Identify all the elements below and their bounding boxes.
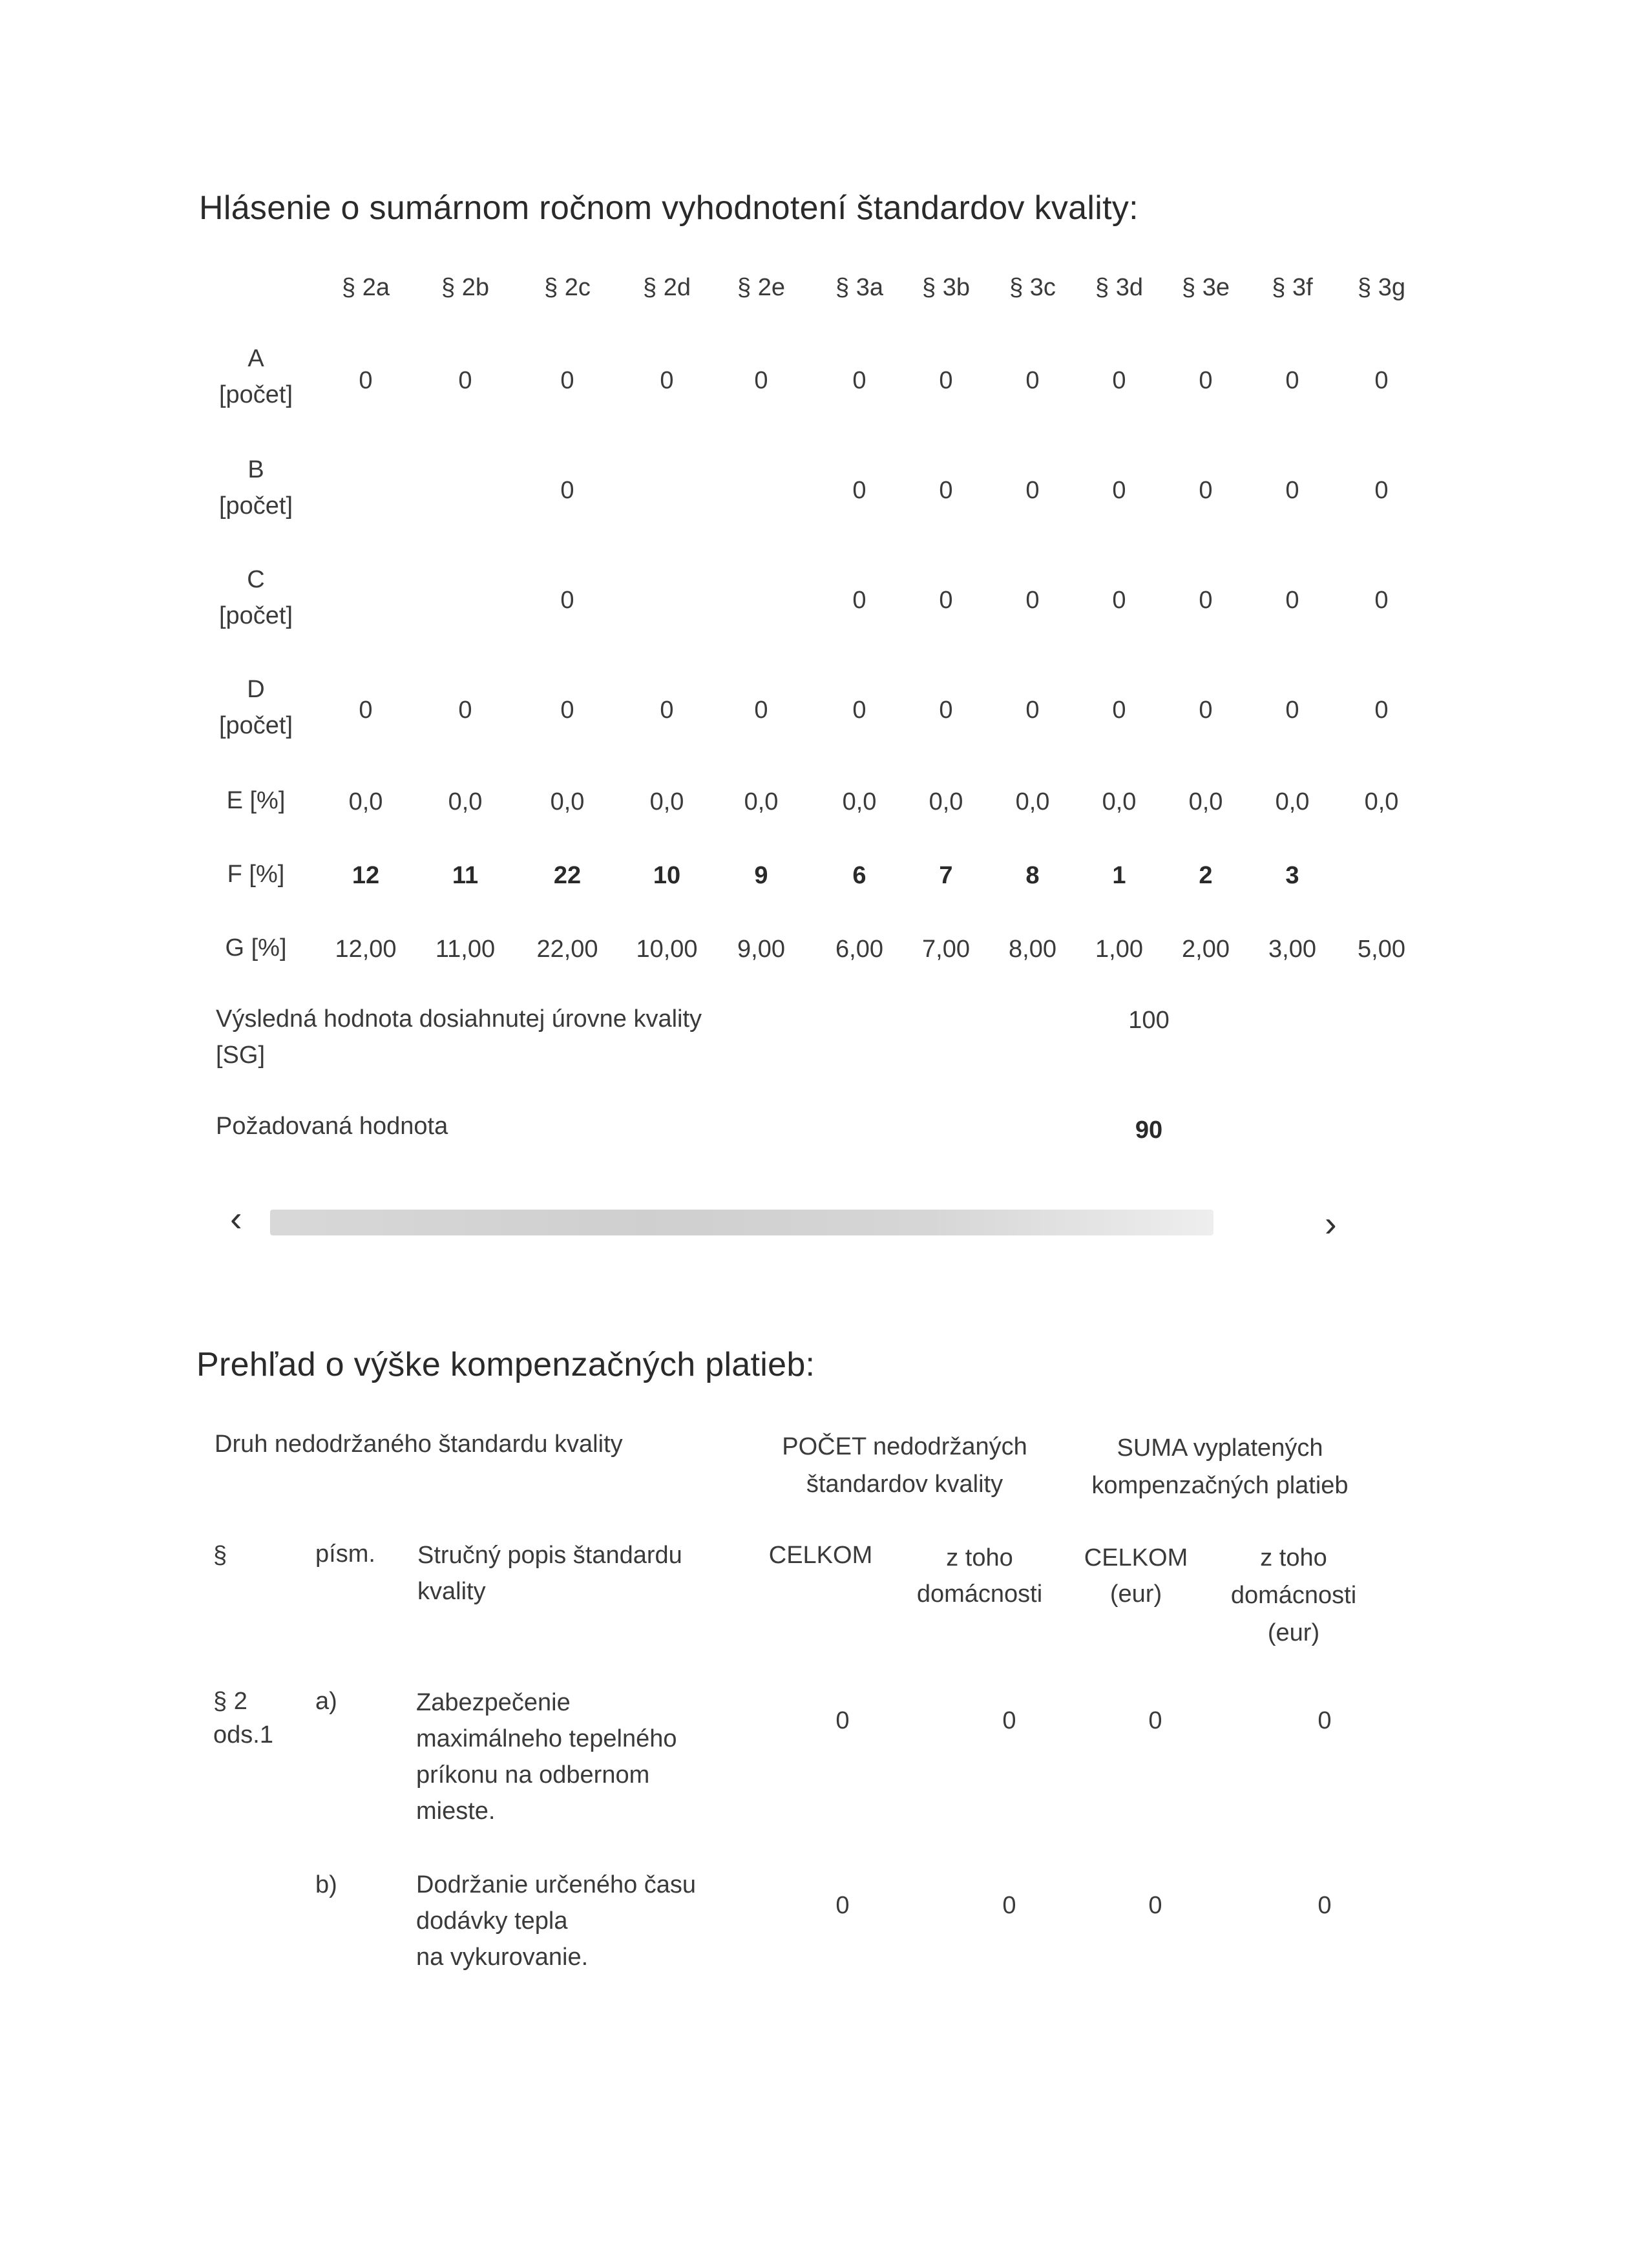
table-cell: 0 [458, 367, 472, 394]
table-cell: 11,00 [435, 936, 496, 963]
table-cell: 0 [754, 367, 768, 394]
table-cell: 1 [1112, 862, 1126, 889]
table-cell: 6,00 [835, 936, 883, 963]
table-cell: 0,0 [1015, 788, 1050, 815]
table-cell: 0 [1112, 587, 1126, 614]
report-table-viewport[interactable] [194, 258, 1405, 1195]
table-cell: 0 [1285, 697, 1299, 724]
header-standard-type: Druh nedodržaného štandardu kvality [215, 1431, 623, 1458]
table-cell: 0,0 [348, 788, 383, 815]
item-b-total-eur: 0 [1148, 1892, 1162, 1919]
table-cell: 0 [852, 697, 867, 724]
table-cell: 0 [1285, 367, 1299, 394]
column-header: § 2c [544, 274, 591, 301]
compensation-title: Prehľad o výške kompenzačných platieb: [196, 1346, 815, 1383]
table-cell: 0 [1199, 477, 1213, 504]
subheader-total: CELKOM [768, 1542, 873, 1569]
row-label-unit: [počet] [218, 381, 293, 408]
row-label-unit: [počet] [218, 492, 293, 520]
item-b-letter: b) [315, 1871, 337, 1898]
table-cell: 0 [1374, 587, 1389, 614]
table-cell: 0 [852, 367, 867, 394]
table-cell: 22,00 [536, 936, 598, 963]
subheader-total-eur: CELKOM [1084, 1544, 1188, 1571]
table-cell: 0 [1285, 587, 1299, 614]
row-label: E [%] [226, 787, 286, 814]
item-a-desc-4: mieste. [416, 1798, 496, 1825]
result-label-unit: [SG] [216, 1042, 266, 1069]
subheader-households-2: domácnosti [916, 1580, 1043, 1608]
table-cell: 0,0 [448, 788, 483, 815]
table-cell: 0 [1112, 367, 1126, 394]
table-cell: 2 [1199, 862, 1213, 889]
row-label: G [%] [225, 934, 287, 961]
table-cell: 0,0 [842, 788, 877, 815]
row-label-unit: [počet] [218, 602, 293, 629]
item-a-desc-2: maximálneho tepelného [416, 1725, 677, 1752]
scroll-left-button[interactable]: ‹ [230, 1198, 242, 1239]
header-sum-sub: kompenzačných platieb [1091, 1472, 1349, 1499]
required-value: 90 [1135, 1117, 1163, 1144]
table-cell: 0 [359, 367, 373, 394]
column-header: § 3f [1272, 274, 1313, 301]
column-header: § 3e [1182, 274, 1230, 301]
subheader-households-eur-2: domácnosti [1230, 1582, 1357, 1609]
horizontal-scrollbar[interactable] [270, 1210, 1213, 1235]
table-cell: 0 [754, 697, 768, 724]
table-cell: 0 [1025, 367, 1040, 394]
item-a-total-eur: 0 [1148, 1707, 1162, 1734]
header-count-sub: štandardov kvality [806, 1471, 1003, 1498]
table-cell: 0 [1025, 587, 1040, 614]
table-cell: 2,00 [1182, 936, 1230, 963]
table-cell: 0 [939, 367, 953, 394]
row-label: D [247, 676, 265, 703]
table-cell: 0 [1112, 697, 1126, 724]
table-cell: 0 [939, 697, 953, 724]
row-label: B [247, 456, 264, 483]
table-cell: 7,00 [922, 936, 970, 963]
table-cell: 0 [939, 587, 953, 614]
table-cell: 10 [653, 862, 681, 889]
table-cell: 9 [754, 862, 768, 889]
subheader-total-eur-2: (eur) [1109, 1580, 1162, 1608]
subheader-households-eur-3: (eur) [1267, 1619, 1320, 1646]
table-cell: 8 [1025, 862, 1040, 889]
table-cell: 0 [1199, 367, 1213, 394]
table-cell: 0 [1025, 697, 1040, 724]
row-label: F [%] [227, 861, 285, 888]
table-cell: 0 [1199, 587, 1213, 614]
table-cell: 22 [553, 862, 582, 889]
table-cell: 0 [660, 367, 674, 394]
item-a-desc-3: príkonu na odbernom [416, 1761, 650, 1789]
item-a-letter: a) [315, 1688, 337, 1715]
table-cell: 0 [1112, 477, 1126, 504]
column-header: § 2a [342, 274, 390, 301]
table-cell: 9,00 [737, 936, 785, 963]
table-cell: 0 [560, 367, 574, 394]
header-sum: SUMA vyplatených [1117, 1434, 1323, 1462]
table-cell: 7 [939, 862, 953, 889]
table-cell: 5,00 [1358, 936, 1405, 963]
table-cell: 0,0 [1364, 788, 1399, 815]
subheader-paragraph: § [213, 1542, 227, 1569]
table-cell: 0 [852, 477, 867, 504]
table-cell: 0 [1374, 697, 1389, 724]
row-label: C [247, 566, 265, 593]
column-header: § 3g [1358, 274, 1405, 301]
table-cell: 0,0 [929, 788, 963, 815]
item-a-households: 0 [1002, 1707, 1016, 1734]
table-cell: 0 [560, 697, 574, 724]
column-header: § 3a [835, 274, 883, 301]
table-cell: 3 [1285, 862, 1299, 889]
table-cell: 0 [1374, 477, 1389, 504]
table-cell: 0 [458, 697, 472, 724]
table-cell: 0 [1285, 477, 1299, 504]
item-b-desc-2: dodávky tepla [416, 1907, 568, 1935]
table-cell: 0,0 [1102, 788, 1137, 815]
table-cell: 0 [1374, 367, 1389, 394]
scroll-right-button[interactable]: › [1325, 1203, 1337, 1244]
item-a-paragraph: § 2 [213, 1688, 247, 1715]
column-header: § 2b [441, 274, 489, 301]
table-cell: 0 [1025, 477, 1040, 504]
row-label-unit: [počet] [218, 712, 293, 739]
header-count: POČET nedodržaných [782, 1433, 1027, 1460]
subheader-letter: písm. [315, 1540, 375, 1568]
result-label: Výsledná hodnota dosiahnutej úrovne kvality [216, 1005, 702, 1033]
table-cell: 0,0 [744, 788, 779, 815]
item-b-total: 0 [835, 1892, 850, 1919]
subheader-description: Stručný popis štandardu [417, 1542, 682, 1569]
table-cell: 8,00 [1009, 936, 1056, 963]
row-label: A [247, 345, 264, 372]
table-cell: 0 [660, 697, 674, 724]
column-header: § 2e [737, 274, 785, 301]
item-a-households-eur: 0 [1318, 1707, 1332, 1734]
table-cell: 10,00 [636, 936, 698, 963]
table-cell: 0 [560, 587, 574, 614]
column-header: § 3c [1009, 274, 1056, 301]
table-cell: 0 [1199, 697, 1213, 724]
table-cell: 1,00 [1095, 936, 1143, 963]
table-cell: 0,0 [1188, 788, 1223, 815]
table-cell: 12,00 [335, 936, 397, 963]
column-header: § 3d [1095, 274, 1143, 301]
table-cell: 0 [359, 697, 373, 724]
item-b-households: 0 [1002, 1892, 1016, 1919]
result-value: 100 [1128, 1007, 1170, 1034]
table-cell: 0 [560, 477, 574, 504]
table-cell: 11 [452, 862, 479, 889]
table-cell: 12 [352, 862, 380, 889]
table-cell: 0,0 [649, 788, 684, 815]
subheader-households: z toho [946, 1544, 1013, 1571]
table-cell: 3,00 [1268, 936, 1316, 963]
item-a-paragraph-section: ods.1 [213, 1721, 273, 1748]
required-label: Požadovaná hodnota [216, 1113, 448, 1140]
report-title: Hlásenie o sumárnom ročnom vyhodnotení štandardov kvality: [199, 189, 1139, 227]
table-cell: 0 [939, 477, 953, 504]
item-b-desc-3: na vykurovanie. [416, 1944, 589, 1971]
item-b-desc-1: Dodržanie určeného času [416, 1871, 697, 1898]
table-cell: 0,0 [550, 788, 585, 815]
item-a-desc-1: Zabezpečenie [416, 1689, 571, 1716]
table-cell: 6 [852, 862, 867, 889]
table-cell: 0 [852, 587, 867, 614]
subheader-description-2: kvality [417, 1578, 486, 1605]
column-header: § 3b [922, 274, 970, 301]
column-header: § 2d [643, 274, 691, 301]
item-b-households-eur: 0 [1318, 1892, 1332, 1919]
item-a-total: 0 [835, 1707, 850, 1734]
subheader-households-eur: z toho [1260, 1544, 1327, 1571]
table-cell: 0,0 [1275, 788, 1310, 815]
